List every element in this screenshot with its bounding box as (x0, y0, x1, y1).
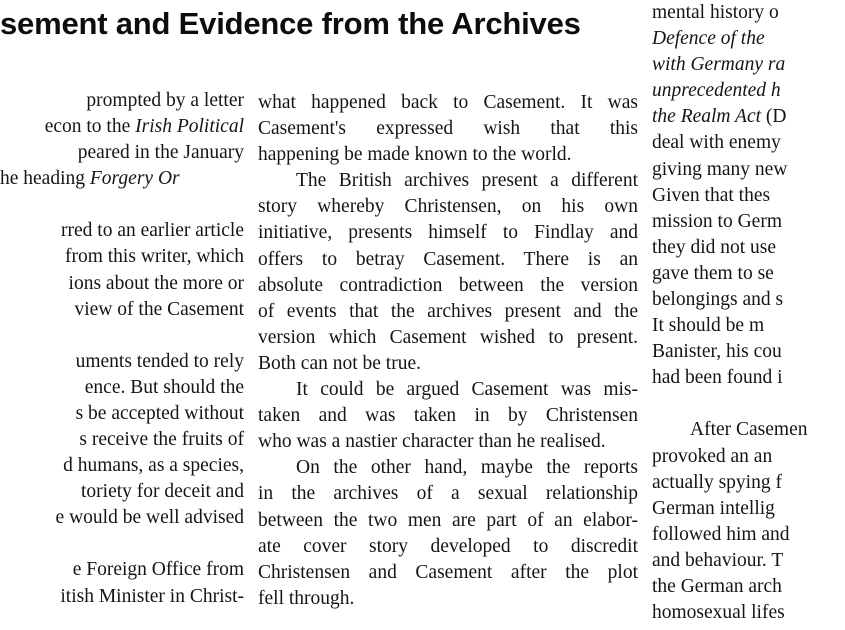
text-line: actually spying f (652, 471, 782, 493)
text-line: econ to the Irish Political (44, 116, 244, 138)
text-line: they did not use (652, 236, 777, 258)
text-line: giving many new (652, 158, 788, 180)
text-line: the German arch (652, 575, 782, 597)
text-line: version which Casement wished to present. (258, 326, 638, 348)
text-line: of events that the archives present and the (258, 300, 638, 322)
text-line: he heading Forgery Or (0, 168, 180, 190)
text-line: e Foreign Office from (72, 559, 244, 581)
text-line: It should be m (652, 315, 765, 337)
text-line: Both can not be true. (258, 352, 421, 374)
text-line: ate cover story developed to discredit (258, 535, 638, 557)
text-line: The British archives present a different (296, 170, 638, 192)
text-line: view of the Casement (74, 298, 244, 320)
text-line: uments tended to rely (75, 350, 244, 372)
text-line: Casement's expressed wish that this (258, 118, 638, 140)
article-headline: sement and Evidence from the Archives (0, 6, 581, 41)
text-line: and behaviour. T (652, 549, 784, 571)
text-line: d humans, as a species, (63, 455, 244, 477)
text-line: absolute contradiction between the version (258, 274, 638, 296)
text-line: deal with enemy (652, 132, 781, 154)
italic-text: Irish Political (135, 116, 244, 138)
text-line: mental history o (652, 2, 779, 23)
text-line: initiative, presents himself to Findlay and (258, 222, 638, 244)
text-line: Given that thes (652, 184, 771, 206)
italic-text: the Realm Act (652, 106, 762, 128)
text-line: After Casemen (690, 419, 808, 441)
text-line: e would be well advised (55, 507, 244, 529)
text-line: itish Minister in Christ- (60, 585, 244, 607)
text-line: offers to betray Casement. There is an (258, 248, 638, 270)
text-line: prompted by a letter (86, 90, 244, 111)
text-line: homosexual lifes (652, 602, 785, 624)
text-line: had been found i (652, 367, 783, 389)
text-line: German intellig (652, 497, 775, 519)
text-line: taken and was taken in by Christensen (258, 405, 638, 427)
text-line: Defence of the (652, 28, 765, 50)
column-right (652, 0, 845, 630)
text-line: s be accepted without (75, 402, 244, 424)
italic-text: Forgery Or (89, 168, 180, 190)
column-middle (258, 90, 638, 630)
text-line: story whereby Christensen, on his own (258, 196, 638, 218)
text-line: unprecedented h (652, 80, 781, 102)
text-line: who was a nastier character than he realised. (258, 431, 606, 453)
text-line: toriety for deceit and (81, 481, 244, 503)
text-line: in the archives of a sexual relationship (258, 483, 638, 505)
text-line: s receive the fruits of (79, 429, 244, 451)
column-left (0, 88, 244, 630)
paragraph-gap (652, 391, 845, 417)
text-line: rred to an earlier article (61, 220, 244, 242)
text-line: happening be made known to the world. (258, 144, 572, 166)
text-line: provoked an an (652, 445, 773, 467)
text-line: gave them to se (652, 262, 774, 284)
text-line: ence. But should the (84, 376, 244, 398)
text-line: what happened back to Casement. It was (258, 92, 638, 113)
text-line: ions about the more or (68, 272, 244, 294)
text-line: followed him and (652, 523, 790, 545)
text-line: mission to Germ (652, 210, 782, 232)
text-line: with Germany ra (652, 54, 786, 76)
text-line: peared in the January (77, 142, 244, 164)
text-line: from this writer, which (64, 246, 244, 268)
text-line: belongings and s (652, 289, 784, 311)
text-line: the Realm Act (D (652, 106, 787, 128)
paragraph-gap (0, 531, 244, 557)
paragraph-gap (0, 323, 244, 349)
text-line: It could be argued Casement was mis- (296, 379, 638, 401)
text-line: fell through. (258, 587, 355, 609)
text-line: Banister, his cou (652, 341, 782, 363)
paragraph-gap (0, 192, 244, 218)
text-line: between the two men are part of an elabor- (258, 509, 638, 531)
text-line: Christensen and Casement after the plot (258, 561, 638, 583)
text-line: On the other hand, maybe the reports (296, 457, 638, 479)
